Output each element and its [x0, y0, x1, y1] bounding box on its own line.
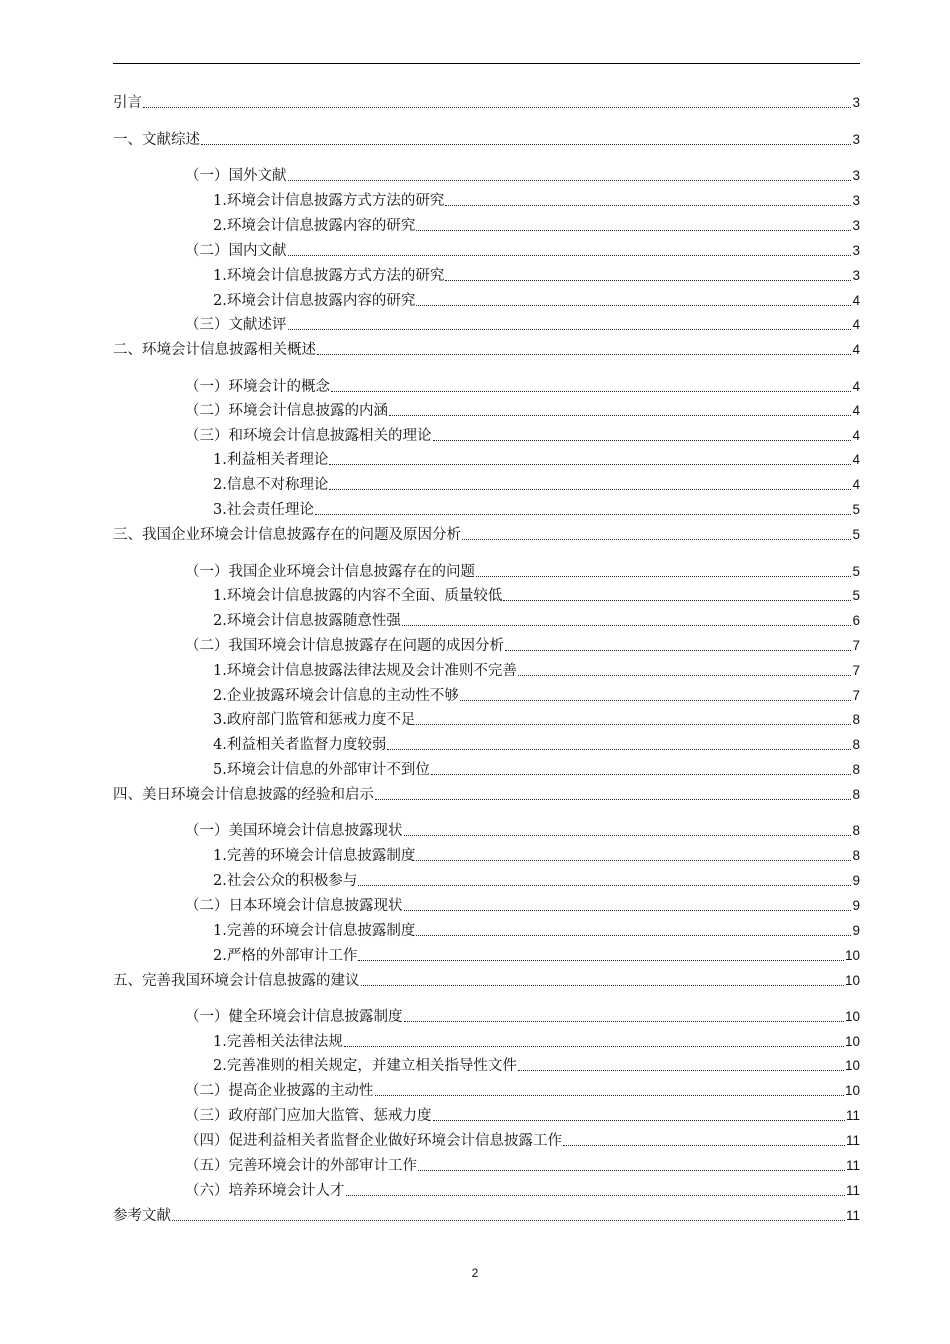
dot-leader [288, 329, 852, 330]
toc-entry-title: 1.环境会计信息披露的内容不全面、质量较低 [213, 588, 503, 604]
toc-entry[interactable] [113, 165, 860, 187]
toc-entry-title: （六）培养环境会计人才 [185, 1183, 345, 1199]
toc-entry-title: （一）健全环境会计信息披露制度 [185, 1009, 403, 1025]
toc-entry-title: （五）完善环境会计的外部审计工作 [185, 1158, 417, 1174]
toc-entry-title: 2.企业披露环境会计信息的主动性不够 [213, 688, 459, 704]
toc-entry-title: （二）日本环境会计信息披露现状 [185, 898, 403, 914]
toc-entry-title: 1.环境会计信息披露法律法规及会计准则不完善 [213, 663, 517, 679]
toc-entry[interactable] [113, 129, 860, 151]
toc-entry[interactable] [113, 610, 860, 632]
toc-entry-page: 11 [845, 1133, 860, 1148]
toc-entry-page: 5 [852, 564, 860, 579]
dot-leader [143, 107, 851, 108]
toc-entry-page: 7 [852, 688, 860, 703]
dot-leader [505, 650, 851, 651]
toc-entry[interactable] [113, 265, 860, 287]
dot-leader [404, 835, 852, 836]
toc-entry-title: （二）环境会计信息披露的内涵 [185, 403, 388, 419]
toc-entry-title: （二）提高企业披露的主动性 [185, 1083, 374, 1099]
toc-entry-page: 10 [844, 973, 860, 988]
dot-leader [288, 255, 852, 256]
dot-leader [387, 749, 851, 750]
dot-leader [404, 910, 852, 911]
dot-leader [518, 1070, 844, 1071]
toc-entry[interactable] [113, 314, 860, 336]
toc-entry-page: 8 [852, 823, 860, 838]
dot-leader [416, 305, 851, 306]
toc-entry-title: 2.环境会计信息披露随意性强 [213, 613, 401, 629]
dot-leader [358, 960, 844, 961]
toc-entry-page: 11 [845, 1183, 860, 1198]
dot-leader [433, 440, 852, 441]
dot-leader [329, 489, 851, 490]
dot-leader [518, 675, 852, 676]
toc-entry-title: 1.完善的环境会计信息披露制度 [213, 848, 416, 864]
dot-leader [344, 1046, 844, 1047]
toc-entry-title: （三）政府部门应加大监管、惩戒力度 [185, 1108, 432, 1124]
toc-entry-title: 3.社会责任理论 [213, 502, 314, 518]
toc-entry-title: 1.利益相关者理论 [213, 452, 329, 468]
toc-entry-title: （三）文献述评 [185, 317, 287, 333]
dot-leader [476, 576, 851, 577]
toc-entry-title: （二）我国环境会计信息披露存在问题的成因分析 [185, 638, 504, 654]
toc-entry[interactable] [113, 709, 860, 731]
toc-entry-title: 2.社会公众的积极参与 [213, 873, 358, 889]
toc-entry[interactable] [113, 474, 860, 496]
toc-entry-title: 参考文献 [113, 1208, 171, 1224]
toc-entry[interactable] [113, 759, 860, 781]
dot-leader [445, 280, 851, 281]
toc-entry-page: 3 [852, 268, 860, 283]
dot-leader [375, 799, 851, 800]
toc-entry[interactable] [113, 425, 860, 447]
toc-entry[interactable] [113, 820, 860, 842]
dot-leader [416, 230, 851, 231]
toc-entry-title: （四）促进利益相关者监督企业做好环境会计信息披露工作 [185, 1133, 562, 1149]
dot-leader [331, 391, 851, 392]
toc-entry-page: 3 [852, 132, 860, 147]
toc-entry[interactable] [113, 895, 860, 917]
toc-entry[interactable] [113, 339, 860, 361]
toc-entry[interactable] [113, 524, 860, 546]
toc-entry-page: 7 [852, 638, 860, 653]
dot-leader [418, 1170, 845, 1171]
toc-entry-page: 5 [852, 502, 860, 517]
toc-entry[interactable] [113, 1205, 860, 1227]
toc-entry[interactable] [113, 920, 860, 942]
page-number: 2 [471, 1266, 479, 1280]
dot-leader [346, 1195, 845, 1196]
toc-entry-page: 4 [852, 379, 860, 394]
toc-entry[interactable] [113, 845, 860, 867]
toc-entry-page: 8 [852, 737, 860, 752]
toc-entry-page: 10 [844, 1058, 860, 1073]
dot-leader [329, 464, 851, 465]
toc-entry-title: 三、我国企业环境会计信息披露存在的问题及原因分析 [113, 527, 461, 543]
toc-entry[interactable] [113, 1031, 860, 1053]
dot-leader [361, 985, 844, 986]
dot-leader [389, 415, 851, 416]
toc-entry-page: 3 [852, 193, 860, 208]
dot-leader [404, 1021, 844, 1022]
dot-leader [416, 860, 851, 861]
toc-entry-page: 8 [852, 762, 860, 777]
toc-entry-page: 9 [852, 873, 860, 888]
toc-entry-page: 6 [852, 613, 860, 628]
toc-entry[interactable] [113, 1180, 860, 1202]
toc-entry[interactable] [113, 400, 860, 422]
dot-leader [563, 1145, 845, 1146]
toc-entry-page: 10 [844, 1083, 860, 1098]
toc-entry-title: 2.完善准则的相关规定，并建立相关指导性文件 [213, 1058, 517, 1074]
toc-entry-title: 一、文献综述 [113, 132, 200, 148]
toc-entry[interactable] [113, 240, 860, 262]
toc-entry[interactable] [113, 1155, 860, 1177]
toc-entry-page: 10 [844, 948, 860, 963]
toc-entry-page: 11 [845, 1208, 860, 1223]
toc-entry-page: 8 [852, 848, 860, 863]
toc-entry-title: （一）国外文献 [185, 168, 287, 184]
toc-entry[interactable] [113, 215, 860, 237]
toc-entry-title: 1.完善的环境会计信息披露制度 [213, 923, 416, 939]
toc-entry[interactable] [113, 685, 860, 707]
toc-entry-title: 四、美日环境会计信息披露的经验和启示 [113, 787, 374, 803]
dot-leader [503, 600, 851, 601]
dot-leader [433, 1120, 845, 1121]
toc-entry-title: 2.信息不对称理论 [213, 477, 329, 493]
toc-entry[interactable] [113, 784, 860, 806]
toc-entry-page: 11 [845, 1158, 860, 1173]
toc-entry[interactable] [113, 1080, 860, 1102]
toc-entry-page: 5 [852, 588, 860, 603]
dot-leader [445, 205, 851, 206]
toc-entry-title: 二、环境会计信息披露相关概述 [113, 342, 316, 358]
toc-entry-page: 3 [852, 95, 860, 110]
toc-entry[interactable] [113, 660, 860, 682]
toc-entry-page: 4 [852, 293, 860, 308]
toc-entry-title: 1.环境会计信息披露方式方法的研究 [213, 193, 445, 209]
toc-entry-page: 9 [852, 923, 860, 938]
toc-entry-title: 2.环境会计信息披露内容的研究 [213, 218, 416, 234]
dot-leader [416, 724, 851, 725]
toc-entry[interactable] [113, 1130, 860, 1152]
toc-entry-page: 3 [852, 218, 860, 233]
toc-entry-page: 4 [852, 428, 860, 443]
toc-entry-title: 2.严格的外部审计工作 [213, 948, 358, 964]
toc-entry[interactable] [113, 190, 860, 212]
toc-entry-title: 5.环境会计信息的外部审计不到位 [213, 762, 430, 778]
toc-entry[interactable] [113, 449, 860, 471]
toc-entry-page: 3 [852, 168, 860, 183]
toc-entry[interactable] [113, 1105, 860, 1127]
toc-entry[interactable] [113, 92, 860, 114]
toc-entry[interactable] [113, 1006, 860, 1028]
dot-leader [288, 180, 852, 181]
dot-leader [315, 514, 852, 515]
toc-entry-title: （二）国内文献 [185, 243, 287, 259]
toc-entry-page: 10 [844, 1009, 860, 1024]
toc-entry-title: 3.政府部门监管和惩戒力度不足 [213, 712, 416, 728]
toc-entry-title: （一）环境会计的概念 [185, 379, 330, 395]
toc-entry[interactable] [113, 870, 860, 892]
toc-entry-title: 2.环境会计信息披露内容的研究 [213, 293, 416, 309]
toc-entry-page: 9 [852, 898, 860, 913]
toc-entry[interactable] [113, 945, 860, 967]
toc-entry[interactable] [113, 290, 860, 312]
toc-entry-page: 8 [852, 712, 860, 727]
toc-entry-page: 4 [852, 452, 860, 467]
toc-entry-page: 3 [852, 243, 860, 258]
toc-entry-title: 1.完善相关法律法规 [213, 1034, 343, 1050]
toc-entry-page: 4 [852, 477, 860, 492]
toc-entry-page: 4 [852, 403, 860, 418]
toc-entry-page: 11 [845, 1108, 860, 1123]
dot-leader [460, 700, 852, 701]
dot-leader [462, 539, 851, 540]
toc-entry[interactable] [113, 585, 860, 607]
toc-entry-page: 10 [844, 1034, 860, 1049]
toc-entry-title: 五、完善我国环境会计信息披露的建议 [113, 973, 360, 989]
dot-leader [375, 1095, 844, 1096]
toc-entry[interactable] [113, 970, 860, 992]
toc-entry-page: 7 [852, 663, 860, 678]
dot-leader [201, 144, 851, 145]
toc-entry[interactable] [113, 734, 860, 756]
dot-leader [402, 625, 852, 626]
dot-leader [317, 354, 851, 355]
toc-entry[interactable] [113, 376, 860, 398]
toc-entry[interactable] [113, 635, 860, 657]
dot-leader [358, 885, 851, 886]
toc-entry-page: 5 [852, 527, 860, 542]
toc-entry-page: 4 [852, 317, 860, 332]
toc-entry-page: 8 [852, 787, 860, 802]
toc-entry-title: （一）我国企业环境会计信息披露存在的问题 [185, 564, 475, 580]
toc-entry[interactable] [113, 1055, 860, 1077]
toc-entry[interactable] [113, 499, 860, 521]
toc-entry-page: 4 [852, 342, 860, 357]
dot-leader [431, 774, 852, 775]
dot-leader [416, 935, 851, 936]
toc-entry-title: （三）和环境会计信息披露相关的理论 [185, 428, 432, 444]
toc-entry-title: 1.环境会计信息披露方式方法的研究 [213, 268, 445, 284]
toc-entry-title: （一）美国环境会计信息披露现状 [185, 823, 403, 839]
toc-entry-title: 4.利益相关者监督力度较弱 [213, 737, 387, 753]
header-rule [113, 63, 860, 64]
toc-entry-title: 引言 [113, 95, 142, 111]
toc-entry[interactable] [113, 561, 860, 583]
dot-leader [172, 1220, 845, 1221]
